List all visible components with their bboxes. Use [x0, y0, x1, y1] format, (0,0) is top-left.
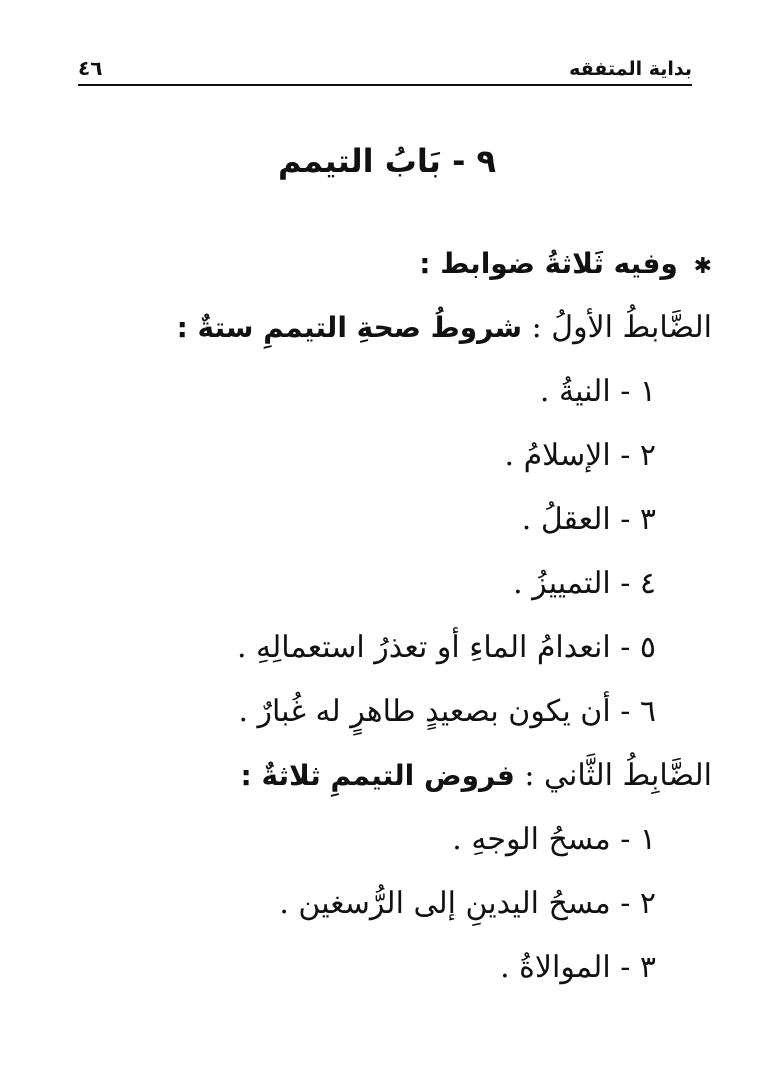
rule2-heading: فروض التيممِ ثلاثةٌ :: [240, 759, 515, 792]
page-number: ٤٦: [78, 56, 103, 80]
list-item: ٢ - الإسلامُ .: [504, 438, 656, 473]
intro-text: وفيه ثَلاثةُ ضوابط :: [419, 247, 678, 280]
rule2-label: الضَّابِطُ الثَّاني :: [524, 758, 712, 793]
chapter-title: ٩ - بَابُ التيمم: [277, 142, 497, 180]
rule1-label: الضَّابطُ الأولُ :: [531, 310, 712, 345]
list-item: ١ - مسحُ الوجهِ .: [452, 822, 656, 857]
intro-line: [62, 232, 712, 296]
rule2-line: [62, 744, 712, 808]
rule1-heading: شروطُ صحةِ التيممِ ستةٌ :: [176, 311, 523, 344]
list-item: ٣ - الموالاةُ .: [500, 950, 656, 985]
page-body: [62, 232, 712, 1000]
list-item: ١ - النيةُ .: [539, 374, 656, 409]
rule1-line: [62, 296, 712, 360]
list-item: ٤ - التمييزُ .: [513, 566, 656, 601]
running-header: [78, 52, 692, 86]
list-item: ٦ - أن يكون بصعيدٍ طاهرٍ له غُبارٌ .: [238, 694, 656, 729]
book-title: بداية المتفقه: [569, 58, 692, 80]
list-item: ٢ - مسحُ اليدينِ إلى الرُّسغين .: [279, 886, 656, 921]
list-item: ٣ - العقلُ .: [521, 502, 656, 537]
asterisk-bullet-icon: ✱: [693, 254, 712, 279]
list-item: ٥ - انعدامُ الماءِ أو تعذرُ استعمالِهِ .: [236, 630, 656, 665]
